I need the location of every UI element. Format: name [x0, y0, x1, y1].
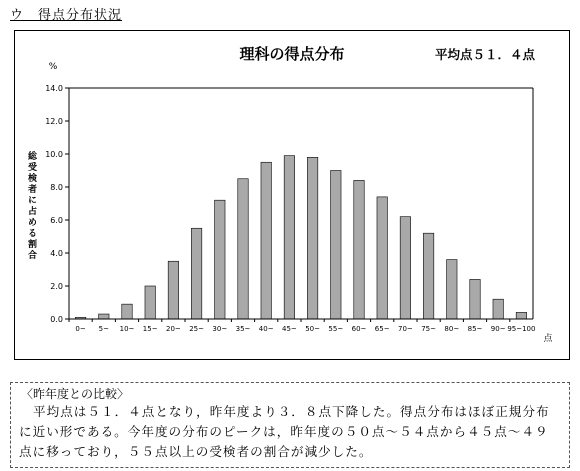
y-tick-label: 0.0 — [50, 315, 63, 324]
x-tick-label: 40~ — [258, 325, 274, 333]
chart-svg — [15, 31, 571, 361]
bar — [284, 156, 294, 319]
x-tick-label: 25~ — [189, 325, 204, 333]
comparison-title: 〈昨年度との比較〉 — [21, 387, 130, 401]
bar — [191, 228, 201, 319]
bar — [307, 157, 317, 319]
bar — [516, 312, 526, 319]
bar — [238, 179, 248, 319]
bar — [377, 197, 387, 319]
y-tick-label: 6.0 — [50, 216, 63, 225]
x-tick-label: 85~ — [467, 325, 483, 333]
x-tick-label: 0~ — [75, 325, 86, 333]
x-tick-label: 80~ — [444, 325, 460, 333]
y-axis-label: 総受検者に占める割合 — [26, 151, 36, 261]
y-tick-label: 2.0 — [50, 282, 63, 291]
x-tick-label: 30~ — [212, 325, 228, 333]
x-tick-label: 65~ — [374, 325, 390, 333]
comparison-text: 平均点は５１．４点となり，昨年度より３．８点下降した。得点分布はほぼ正規分布に近い形である。今年度の分布のピークは，昨年度の５０点～５４点から４５点～４９点に移っており，５５点以上の受検者の割合が減少した。 — [19, 404, 550, 459]
bar — [215, 200, 225, 319]
bar — [261, 162, 271, 319]
bar — [470, 279, 480, 319]
x-tick-label: 55~ — [328, 325, 344, 333]
x-tick-label: 10~ — [119, 325, 135, 333]
chart-container — [14, 30, 570, 360]
x-tick-label: 95~100 — [507, 325, 536, 333]
comparison-body — [19, 402, 561, 462]
x-tick-label: 60~ — [351, 325, 367, 333]
y-tick-label: 4.0 — [50, 249, 63, 258]
y-unit-label: % — [48, 62, 58, 72]
chart-title: 理科の得点分布 — [239, 45, 345, 63]
x-unit-label: 点 — [543, 334, 553, 344]
bar — [354, 180, 364, 319]
x-tick-label: 90~ — [490, 325, 506, 333]
x-tick-label: 35~ — [235, 325, 251, 333]
y-tick-label: 14.0 — [45, 84, 63, 93]
x-tick-label: 45~ — [282, 325, 297, 333]
comparison-box — [10, 382, 570, 468]
x-tick-label: 70~ — [398, 325, 413, 333]
y-tick-label: 10.0 — [45, 150, 63, 159]
y-tick-label: 8.0 — [50, 183, 63, 192]
section-heading: ウ 得点分布状況 — [10, 8, 123, 23]
bar — [423, 233, 433, 319]
bar — [331, 171, 341, 320]
y-tick-label: 12.0 — [45, 117, 63, 126]
bar — [400, 217, 410, 319]
bar — [447, 260, 457, 319]
x-tick-label: 20~ — [166, 325, 181, 333]
bar — [122, 304, 132, 319]
bar — [145, 286, 155, 319]
x-tick-label: 5~ — [98, 325, 109, 333]
bar — [493, 299, 503, 319]
bar — [168, 261, 178, 319]
x-tick-label: 15~ — [142, 325, 158, 333]
bar — [99, 314, 109, 319]
chart-subtitle: 平均点５１．４点 — [434, 47, 536, 62]
x-tick-label: 75~ — [421, 325, 436, 333]
x-tick-label: 50~ — [305, 325, 320, 333]
